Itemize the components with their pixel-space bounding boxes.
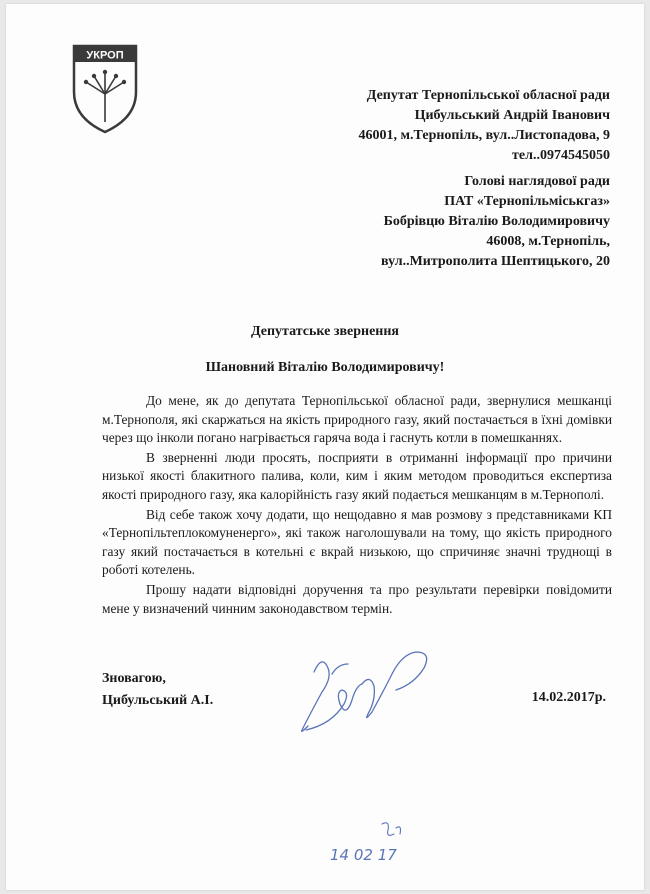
sender-name: Цибульський Андрій Іванович xyxy=(414,108,610,123)
ukrop-logo xyxy=(68,42,142,134)
body-paragraph-2: В зверненні люди просять, посприяти в отриманні інформації про причини низької якості блакитного палива, коли, ким і яким методом проводиться експертиза якості природного газу, яка калорійність газу який подається мешканцям в м.Тернополі. xyxy=(102,449,612,502)
recipient-block xyxy=(381,172,610,272)
recipient-city: 46008, м.Тернопіль, xyxy=(486,234,610,249)
recipient-street: вул..Митрополита Шептицького, 20 xyxy=(380,254,610,269)
recipient-company: ПАТ «Тернопільміськгаз» xyxy=(444,194,610,209)
body-paragraph-3: Від себе також хочу додати, що нещодавно я мав розмову з представниками КП «Тернопільтеплокомуненерго», які також наголошували на тому, що якість природного газу який постачається в котельні є вкрай низькою, що спричиняє значні труднощі в роботі котелень. xyxy=(102,506,612,578)
closing-block xyxy=(102,668,213,712)
recipient-position: Голові наглядової ради xyxy=(464,174,610,189)
body-paragraph-4: Прошу надати відповідні доручення та про результати перевірки повідомити мене у визначений чинним законодавством термін. xyxy=(102,581,612,616)
handwritten-registration-note xyxy=(324,818,434,872)
letter-body xyxy=(102,392,612,618)
salutation: Шановний Віталію Володимировичу! xyxy=(205,360,445,375)
closing-regards: Зновагою, xyxy=(102,671,166,686)
sender-position: Депутат Тернопільської обласної ради xyxy=(366,88,610,103)
body-paragraph-1: До мене, як до депутата Тернопільської обласної ради, звернулися мешканці м.Тернополя, які скаржаться на якість природного газу, який постачається в їхні домівки через що інколи погано нагрівається гаряча вода і гаснуть котли в помешканнях. xyxy=(102,393,612,446)
sender-phone: тел..0974545050 xyxy=(512,148,610,163)
document-title: Депутатське звернення xyxy=(250,324,400,339)
sender-block xyxy=(359,86,610,166)
letter-date: 14.02.2017р. xyxy=(531,690,606,705)
logo-text: УКРОП xyxy=(86,49,124,62)
handwritten-signature xyxy=(292,634,442,744)
handwritten-date-note: 14 02 17 xyxy=(330,846,397,864)
sender-address: 46001, м.Тернопіль, вул..Листопадова, 9 xyxy=(358,128,610,143)
recipient-name: Бобрівцю Віталію Володимировичу xyxy=(383,214,610,229)
closing-name: Цибульський А.І. xyxy=(102,693,214,708)
letter-page xyxy=(6,4,644,890)
